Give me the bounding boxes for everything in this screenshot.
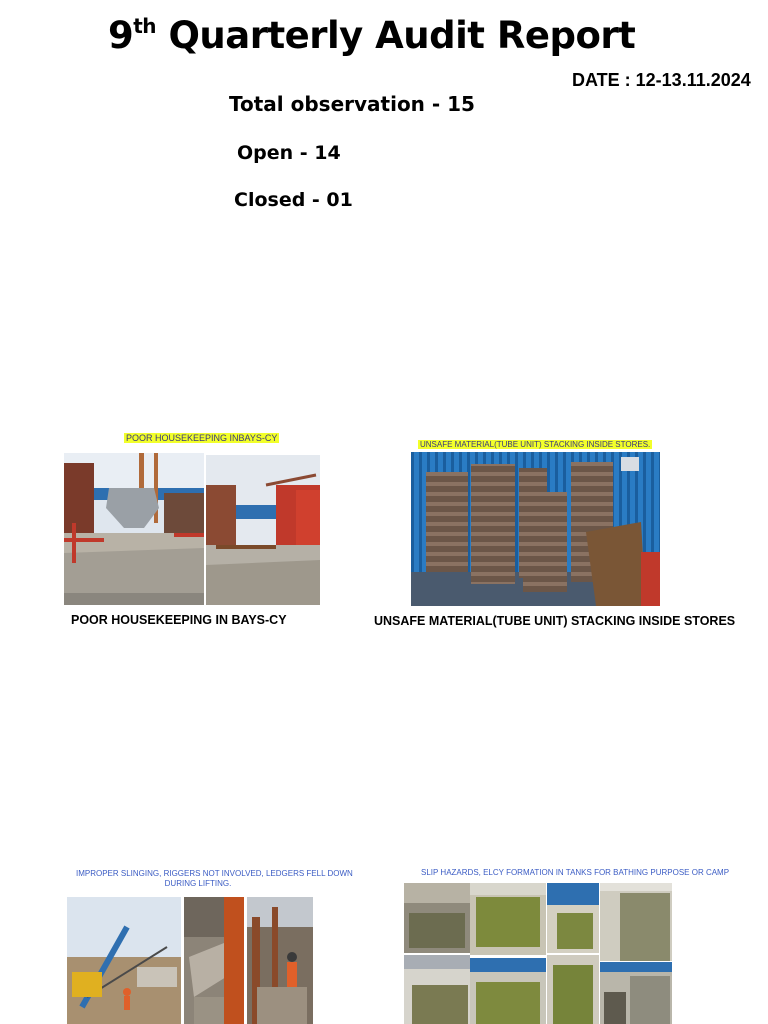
observation-3-photo-left bbox=[67, 897, 181, 1024]
observation-4-photo-6 bbox=[470, 958, 546, 1024]
observation-4-photo-2 bbox=[470, 883, 546, 955]
title-number: 9 bbox=[108, 14, 134, 57]
open-count: Open - 14 bbox=[237, 142, 341, 164]
observation-3-image-title bbox=[76, 869, 353, 889]
observation-4-photo-8 bbox=[600, 962, 672, 1024]
observation-1-image-title-text: POOR HOUSEKEEPING INBAYS-CY bbox=[126, 433, 278, 443]
observation-1-photo-left bbox=[64, 453, 204, 605]
total-observation: Total observation - 15 bbox=[229, 92, 475, 116]
observation-4-photo-4 bbox=[600, 883, 672, 961]
observation-2-image-title bbox=[418, 439, 652, 450]
observation-2-photo bbox=[411, 452, 660, 606]
observation-4-image-title: SLIP HAZARDS, ELCY FORMATION IN TANKS FOR BATHING PURPOSE OR CAMP bbox=[421, 868, 730, 877]
observation-3-photo-middle bbox=[184, 897, 244, 1024]
observation-3-photo-right bbox=[247, 897, 313, 1024]
title-text: Quarterly Audit Report bbox=[156, 14, 636, 57]
observation-4-photo-5 bbox=[404, 955, 470, 1024]
report-title bbox=[108, 14, 635, 57]
observation-2-caption: UNSAFE MATERIAL(TUBE UNIT) STACKING INSIDE STORES bbox=[374, 614, 736, 628]
observation-1-photo-right bbox=[206, 455, 320, 605]
observation-1-image-title bbox=[124, 433, 279, 444]
observation-4-photo-3 bbox=[547, 883, 599, 953]
closed-count: Closed - 01 bbox=[234, 189, 353, 211]
report-date: DATE : 12-13.11.2024 bbox=[572, 70, 751, 90]
observation-3-title-line1: IMPROPER SLINGING, RIGGERS NOT INVOLVED, LEDGERS FELL DOWN bbox=[76, 869, 353, 878]
observation-4-photo-1 bbox=[404, 883, 470, 953]
observation-2-image-title-text: UNSAFE MATERIAL(TUBE UNIT) STACKING INSIDE STORES. bbox=[420, 440, 651, 449]
observation-4-photo-7 bbox=[547, 955, 599, 1024]
observation-3-title-line2: DURING LIFTING. bbox=[164, 879, 232, 888]
observation-1-caption: POOR HOUSEKEEPING IN BAYS-CY bbox=[71, 613, 287, 627]
title-superscript: th bbox=[133, 14, 157, 38]
